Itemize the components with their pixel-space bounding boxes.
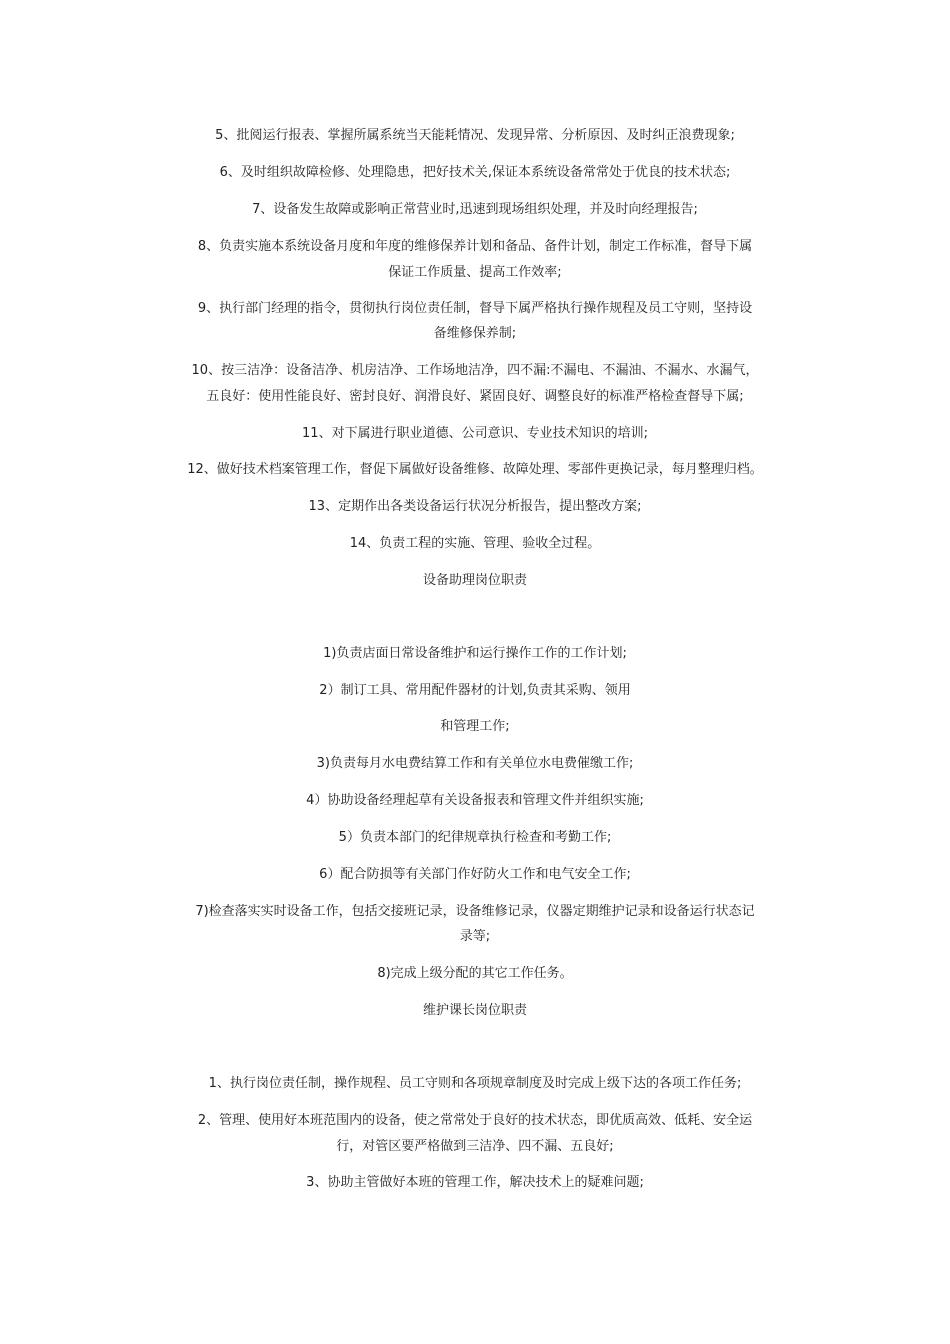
assistant-duty-8: 8)完成上级分配的其它工作任务。 bbox=[377, 966, 573, 981]
supervisor-duty-3: 3、协助主管做好本班的管理工作，解决技术上的疑难问题; bbox=[306, 1175, 644, 1190]
supervisor-duty-2-line-1: 2、管理、使用好本班范围内的设备，使之常常处于良好的技术状态，即优质高效、低耗、安全运 bbox=[197, 1113, 753, 1128]
assistant-duty-5: 5）负责本部门的纪律规章执行检查和考勤工作; bbox=[338, 830, 612, 845]
supervisor-duty-1: 1、执行岗位责任制，操作规程、员工守则和各项规章制度及时完成上级下达的各项工作任务; bbox=[208, 1076, 742, 1091]
supervisor-duty-2-line-2: 行，对管区要严格做到三洁净、四不漏、五良好; bbox=[336, 1139, 614, 1154]
duty-item-14: 14、负责工程的实施、管理、验收全过程。 bbox=[349, 536, 601, 551]
assistant-duty-2-line-2: 和管理工作; bbox=[440, 719, 510, 734]
duty-item-7: 7、设备发生故障或影响正常营业时,迅速到现场组织处理，并及时向经理报告; bbox=[252, 202, 698, 217]
duty-item-5: 5、批阅运行报表、掌握所属系统当天能耗情况、发现异常、分析原因、及时纠正浪费现象; bbox=[215, 128, 735, 143]
duty-item-9-line-2: 备维修保养制; bbox=[433, 326, 517, 341]
assistant-duty-7-line-1: 7)检查落实实时设备工作，包括交接班记录，设备维修记录，仪器定期维护记录和设备运行状态记 bbox=[195, 904, 755, 919]
assistant-duty-4: 4）协助设备经理起草有关设备报表和管理文件并组织实施; bbox=[306, 793, 644, 808]
assistant-duty-7-line-2: 录等; bbox=[459, 929, 491, 944]
assistant-duty-1: 1)负责店面日常设备维护和运行操作工作的工作计划; bbox=[323, 646, 627, 661]
duty-item-13: 13、定期作出各类设备运行状况分析报告，提出整改方案; bbox=[308, 499, 642, 514]
duty-item-8-line-2: 保证工作质量、提高工作效率; bbox=[388, 265, 562, 280]
assistant-duty-3: 3)负责每月水电费结算工作和有关单位水电费催缴工作; bbox=[316, 756, 634, 771]
duty-item-10-line-1: 10、按三洁净：设备洁净、机房洁净、工作场地洁净，四不漏:不漏电、不漏油、不漏水、水漏气， bbox=[191, 363, 759, 378]
duty-item-8-line-1: 8、负责实施本系统设备月度和年度的维修保养计划和备品、备件计划，制定工作标准，督导下属 bbox=[197, 239, 753, 254]
duty-item-12: 12、做好技术档案管理工作，督促下属做好设备维修、故障处理、零部件更换记录，每月整理归档。 bbox=[187, 462, 763, 477]
section-heading-maintenance-supervisor: 维护课长岗位职责 bbox=[422, 1003, 527, 1018]
duty-item-6: 6、及时组织故障检修、处理隐患，把好技术关,保证本系统设备常常处于优良的技术状态; bbox=[219, 165, 731, 180]
assistant-duty-6: 6）配合防损等有关部门作好防火工作和电气安全工作; bbox=[319, 867, 631, 882]
duty-item-9-line-1: 9、执行部门经理的指令，贯彻执行岗位责任制，督导下属严格执行操作规程及员工守则，坚持设 bbox=[197, 301, 753, 316]
section-heading-equipment-assistant: 设备助理岗位职责 bbox=[422, 573, 527, 588]
assistant-duty-2-line-1: 2）制订工具、常用配件器材的计划,负责其采购、领用 bbox=[319, 683, 631, 698]
duty-item-11: 11、对下属进行职业道德、公司意识、专业技术知识的培训; bbox=[302, 426, 648, 441]
duty-item-10-line-2: 五良好：使用性能良好、密封良好、润滑良好、紧固良好、调整良好的标准严格检查督导下属; bbox=[206, 389, 744, 404]
